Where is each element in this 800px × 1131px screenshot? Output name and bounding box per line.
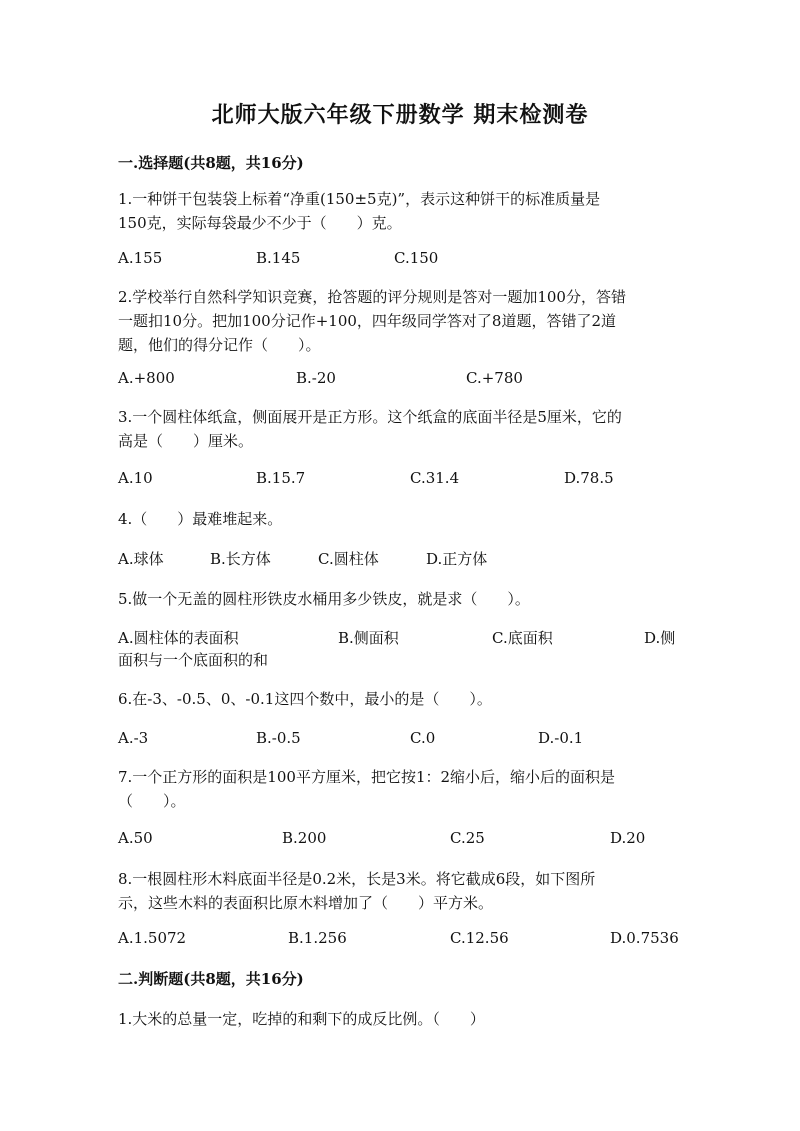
- question-4-options: [118, 548, 688, 570]
- question-3: [118, 405, 688, 453]
- section-heading-judgement: 二.判断题(共8题，共16分): [118, 970, 304, 988]
- question-line: 1.大米的总量一定，吃掉的和剩下的成反比例。（ ）: [118, 1010, 485, 1028]
- exam-title: 北师大版六年级下册数学 期末检测卷: [211, 102, 589, 128]
- option-b: B.1.256: [288, 929, 347, 947]
- question-7-options: [118, 829, 688, 851]
- question-line: （ ）。: [118, 792, 186, 810]
- option-a: A.50: [118, 829, 153, 847]
- option-b: B.15.7: [256, 469, 306, 487]
- question-1: [118, 187, 688, 235]
- option-d: D.正方体: [426, 550, 488, 568]
- question-2-options: [118, 369, 688, 391]
- option-b: B.-20: [296, 369, 336, 387]
- question-line: 高是（ ）厘米。: [118, 432, 254, 450]
- option-d: D.-0.1: [538, 729, 584, 747]
- option-c: C.+780: [466, 369, 523, 387]
- question-5-options: [118, 627, 688, 649]
- option-a: A.圆柱体的表面积: [118, 629, 239, 647]
- option-d-continuation: 面积与一个底面积的和: [118, 651, 269, 669]
- question-7: [118, 765, 688, 813]
- option-b: B.长方体: [210, 550, 271, 568]
- option-a: A.10: [118, 469, 153, 487]
- question-6-options: [118, 729, 688, 751]
- question-line: 一题扣10分。把加100分记作+100，四年级同学答对了8道题，答错了2道: [118, 312, 617, 330]
- option-b: B.200: [282, 829, 327, 847]
- option-a: A.+800: [118, 369, 175, 387]
- question-line: 6.在-3、-0.5、0、-0.1这四个数中，最小的是（ ）。: [118, 690, 492, 708]
- question-1-options: [118, 249, 688, 271]
- option-a: A.-3: [118, 729, 149, 747]
- option-d: D.78.5: [564, 469, 614, 487]
- section-heading-choice: 一.选择题(共8题，共16分): [118, 154, 304, 172]
- question-line: 2.学校举行自然科学知识竞赛，抢答题的评分规则是答对一题加100分，答错: [118, 288, 626, 306]
- option-a: A.1.5072: [118, 929, 187, 947]
- question-line: 150克，实际每袋最少不少于（ ）克。: [118, 214, 402, 232]
- question-line: 3.一个圆柱体纸盒，侧面展开是正方形。这个纸盒的底面半径是5厘米，它的: [118, 408, 622, 426]
- question-line: 7.一个正方形的面积是100平方厘米，把它按1：2缩小后，缩小后的面积是: [118, 768, 616, 786]
- question-2: [118, 285, 688, 357]
- option-d: D.0.7536: [610, 929, 679, 947]
- option-c: C.0: [410, 729, 436, 747]
- question-5: [118, 587, 688, 611]
- question-line: 题，他们的得分记作（ ）。: [118, 336, 321, 354]
- option-b: B.侧面积: [338, 629, 399, 647]
- question-8: [118, 867, 688, 915]
- option-c: C.圆柱体: [318, 550, 379, 568]
- option-b: B.-0.5: [256, 729, 301, 747]
- option-a: A.球体: [118, 550, 164, 568]
- option-b: B.145: [256, 249, 301, 267]
- option-c: C.31.4: [410, 469, 460, 487]
- option-c: C.150: [394, 249, 439, 267]
- option-c: C.底面积: [492, 629, 553, 647]
- question-line: 5.做一个无盖的圆柱形铁皮水桶用多少铁皮，就是求（ ）。: [118, 590, 530, 608]
- question-4: [118, 507, 688, 531]
- question-line: 示，这些木料的表面积比原木料增加了（ ）平方米。: [118, 894, 494, 912]
- question-6: [118, 687, 688, 711]
- question-line: 1.一种饼干包装袋上标着“净重(150±5克)”，表示这种饼干的标准质量是: [118, 190, 601, 208]
- question-3-options: [118, 469, 688, 491]
- option-d: D.侧: [644, 629, 676, 647]
- option-c: C.12.56: [450, 929, 509, 947]
- question-line: 4.（ ）最难堆起来。: [118, 510, 283, 528]
- judgement-1: [118, 1007, 688, 1031]
- option-a: A.155: [118, 249, 163, 267]
- question-8-options: [118, 929, 688, 951]
- option-d: D.20: [610, 829, 646, 847]
- option-c: C.25: [450, 829, 485, 847]
- question-line: 8.一根圆柱形木料底面半径是0.2米，长是3米。将它截成6段，如下图所: [118, 870, 596, 888]
